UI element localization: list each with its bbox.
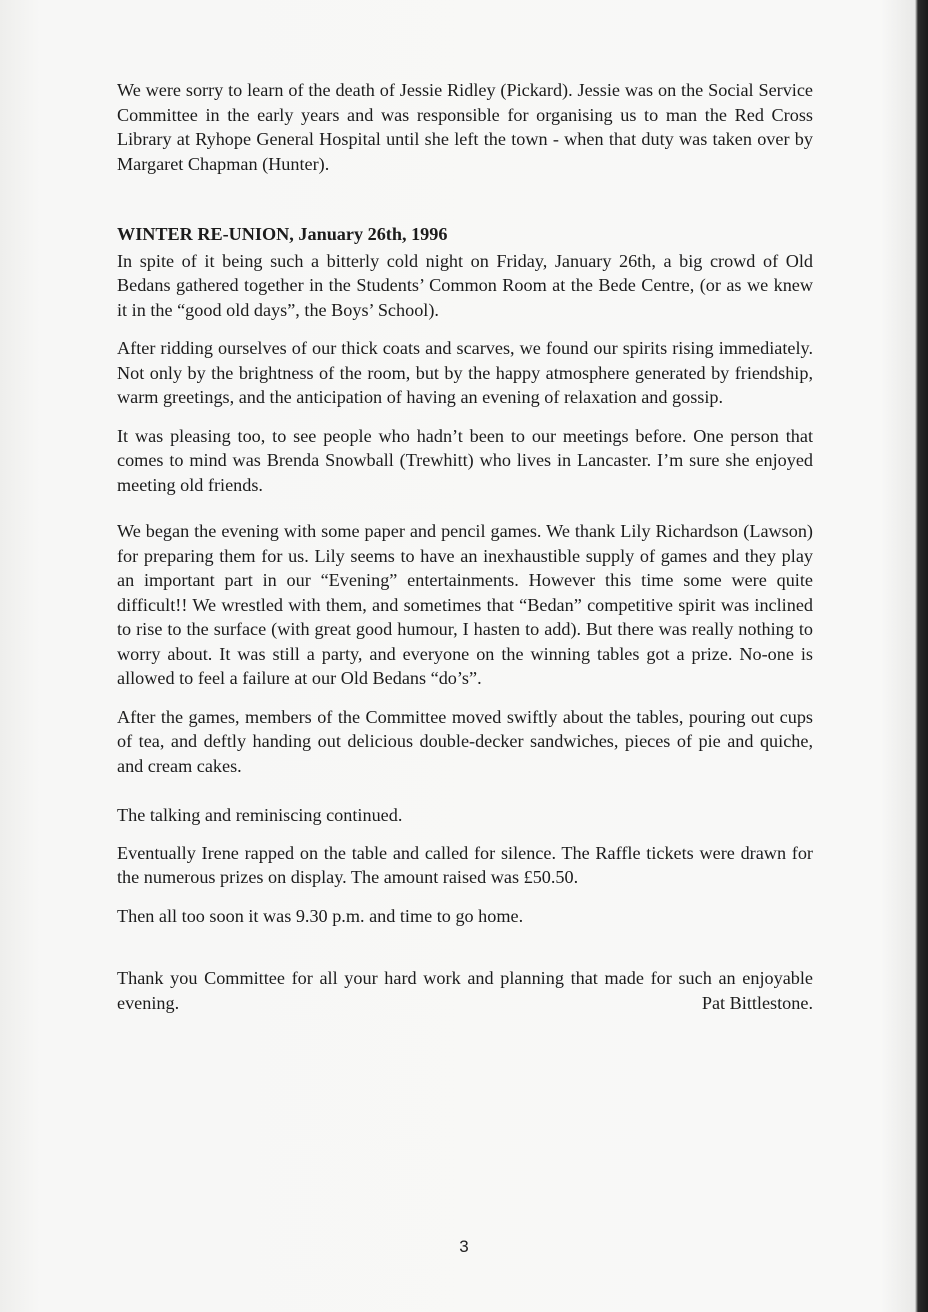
closing-paragraph: Thank you Committee for all your hard work and planning that made for such an enjoyable evening.: [117, 968, 813, 1013]
body-paragraph: After the games, members of the Committee moved swiftly about the tables, pouring out cups of tea, and deftly handing out delicious double-decker sandwiches, pieces of pie and quiche, and cream cakes.: [117, 706, 813, 776]
article-body: [117, 78, 813, 1015]
body-paragraph: It was pleasing too, to see people who hadn’t been to our meetings before. One person that comes to mind was Brenda Snowball (Trewhitt) who lives in Lancaster. I’m sure she enjoyed meeting old friends.: [117, 425, 813, 495]
page-number: 3: [459, 1237, 469, 1256]
body-paragraph: Then all too soon it was 9.30 p.m. and time to go home.: [117, 905, 524, 926]
section-heading: WINTER RE-UNION, January 26th, 1996: [117, 224, 448, 244]
body-paragraph: After ridding ourselves of our thick coats and scarves, we found our spirits rising immediately. Not only by the brightness of the room, but by the happy atmosphere generated by friendship, warm greetings, and the anticipation of having an evening of relaxation and gossip.: [117, 338, 813, 407]
author-signature: Pat Bittlestone.: [701, 992, 813, 1013]
body-paragraph: The talking and reminiscing continued.: [117, 805, 403, 825]
body-paragraph: Eventually Irene rapped on the table and called for silence. The Raffle tickets were drawn for the numerous prizes on display. The amount raised was £50.50.: [117, 842, 813, 887]
obituary-paragraph: We were sorry to learn of the death of Jessie Ridley (Pickard). Jessie was on the Social Service Committee in the early years and was responsible for organising us to man the Red Cross Library at Ryhope General Hospital until she left the town - when that duty was taken over by Margaret Chapman (Hunter).: [117, 80, 813, 174]
body-paragraph: We began the evening with some paper and pencil games. We thank Lily Richardson (Lawson) for preparing them for us. Lily seems to have an inexhaustible supply of games and they play an important part in our “Evening” entertainments. However this time some were quite difficult!! We wrestled with them, and sometimes that “Bedan” competitive spirit was inclined to rise to the surface (with great good humour, I hasten to add). But there was really nothing to worry about. It was still a party, and everyone on the winning tables got a prize. No-one is allowed to feel a failure at our Old Bedans “do’s”.: [117, 521, 813, 688]
body-paragraph: In spite of it being such a bitterly cold night on Friday, January 26th, a big crowd of Old Bedans gathered together in the Students’ Common Room at the Bede Centre, (or as we knew it in the “good old days”, the Boys’ School).: [117, 250, 813, 320]
